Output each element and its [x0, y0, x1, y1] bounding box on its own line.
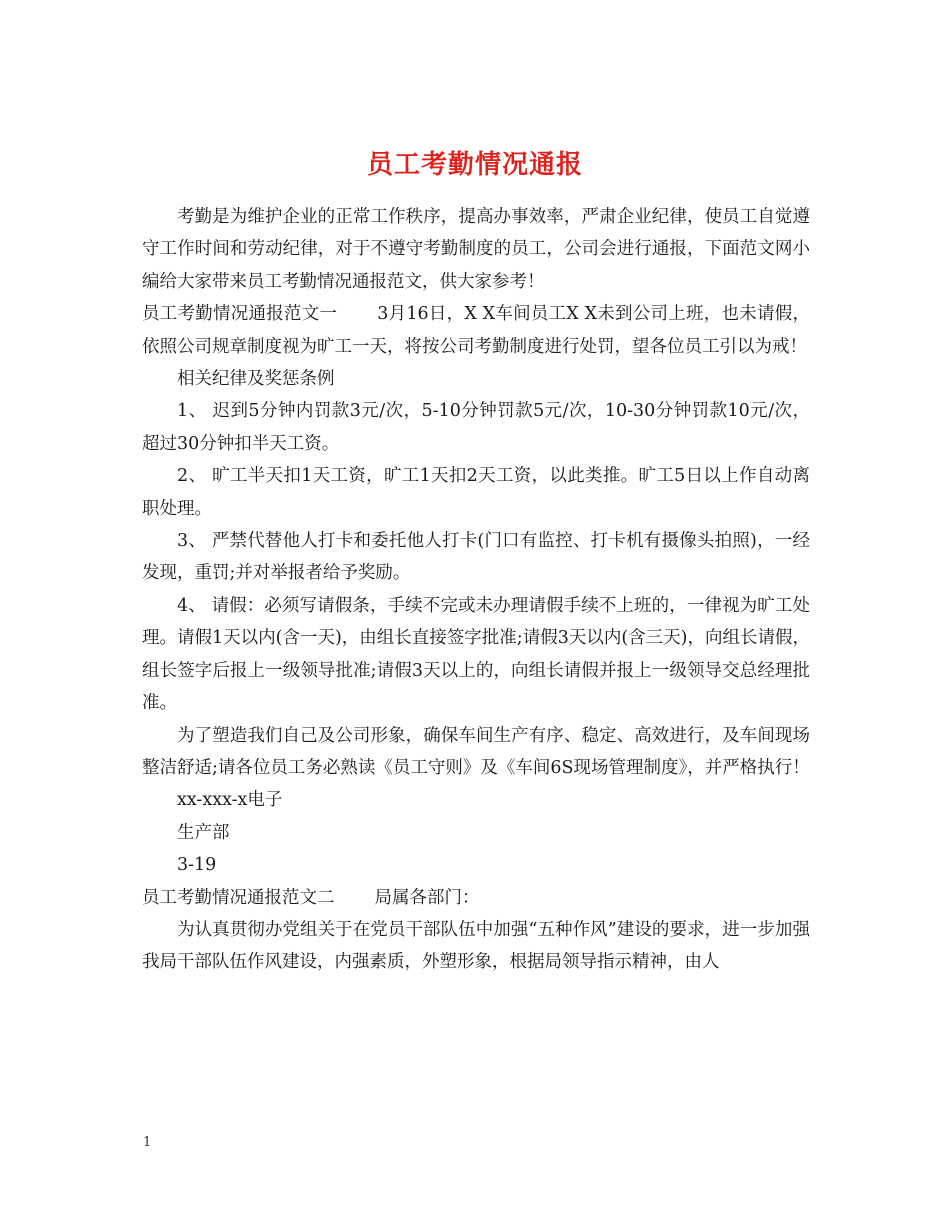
signature-date: 3-19	[177, 855, 217, 876]
rule-item-2: 2、 旷工半天扣1天工资，旷工1天扣2天工资，以此类推。旷工5日以上作自动离职处理。	[142, 466, 810, 519]
sample-two-paragraph	[142, 882, 810, 914]
rule-item-4: 4、 请假：必须写请假条，手续不完或未办理请假手续不上班的，一律视为旷工处理。请假1天以内(含一天)，由组长直接签字批准;请假3天以内(含三天)，向组长请假，组长签字后报上一级领导批准;请假3天以上的，向组长请假并报上一级领导交总经理批准。	[142, 595, 810, 714]
intro-paragraph: 考勤是为维护企业的正常工作秩序，提高办事效率，严肃企业纪律，使员工自觉遵守工作时间和劳动纪律，对于不遵守考勤制度的员工，公司会进行通报，下面范文网小编给大家带来员工考勤情况通报范文，供大家参考！	[142, 207, 810, 292]
sample-two-heading: 员工考勤情况通报范文二	[142, 887, 335, 908]
sample-one-paragraph	[142, 298, 810, 363]
document-body	[142, 201, 810, 979]
rule-item-3: 3、 严禁代替他人打卡和委托他人打卡(门口有监控、打卡机有摄像头拍照)，一经发现，重罚;并对举报者给予奖励。	[142, 531, 810, 584]
sample-two-salutation: 局属各部门：	[374, 887, 480, 908]
sample-one-notice: 3月16日，X X车间员工X X未到公司上班，也未请假，依照公司规章制度视为旷工一天，将按公司考勤制度进行处罚，望各位员工引以为戒！	[142, 304, 810, 357]
signature-department: 生产部	[177, 822, 230, 843]
rules-heading: 相关纪律及奖惩条例	[177, 369, 335, 390]
sample-one-heading: 员工考勤情况通报范文一	[142, 304, 338, 325]
document-title: 员工考勤情况通报	[366, 150, 583, 181]
sample-two-body: 为认真贯彻办党组关于在党员干部队伍中加强“五种作风”建设的要求，进一步加强我局干部队伍作风建设，内强素质，外塑形象，根据局领导指示精神，由人	[142, 919, 810, 973]
page-number: 1	[143, 1135, 152, 1150]
signature-company: xx-xxx-x电子	[177, 790, 283, 811]
closing-paragraph: 为了塑造我们自己及公司形象，确保车间生产有序、稳定、高效进行，及车间现场整洁舒适;请各位员工务必熟读《员工守则》及《车间6S现场管理制度》，并严格执行！	[142, 725, 810, 778]
rule-item-1: 1、 迟到5分钟内罚款3元/次，5-10分钟罚款5元/次，10-30分钟罚款10元/次，超过30分钟扣半天工资。	[142, 401, 810, 454]
